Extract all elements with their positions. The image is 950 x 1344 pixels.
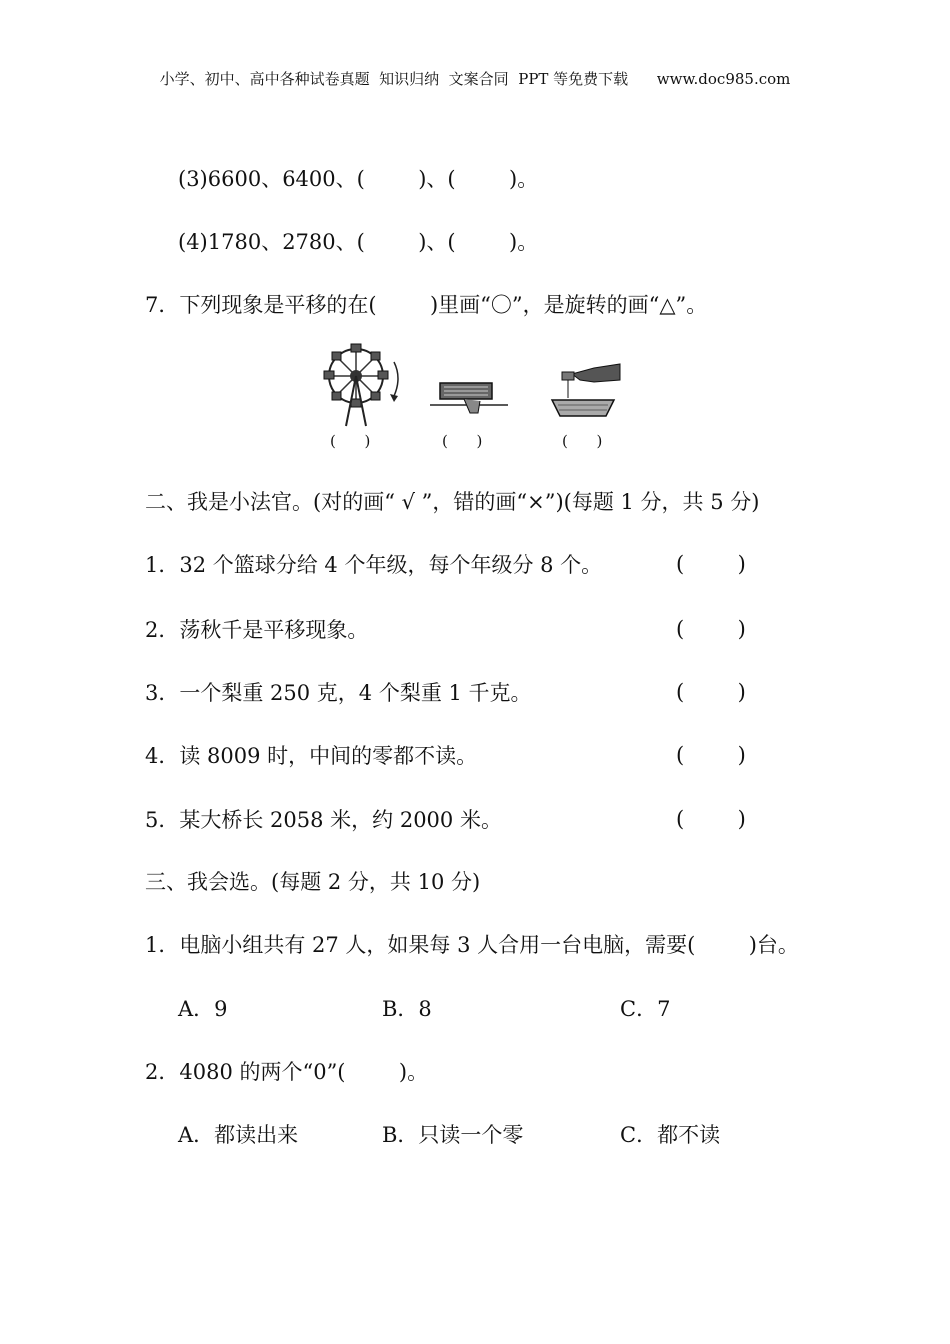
question-6-4: (4)1780、2780、( )、( )。 — [178, 230, 539, 254]
question-6-3: (3)6600、6400、( )、( )。 — [178, 167, 539, 191]
choice-2-option-b: B．只读一个零 — [382, 1123, 524, 1147]
faucet-basin-icon — [550, 360, 628, 422]
choice-1-option-a: A．9 — [178, 997, 228, 1021]
choice-2-option-a: A．都读出来 — [178, 1123, 299, 1147]
judge-blank-1: ( ) — [676, 552, 746, 576]
section-3-title: 三、我会选。(每题 2 分，共 10 分) — [145, 870, 481, 894]
choice-2-option-c: C．都不读 — [620, 1123, 721, 1147]
question-7: 7．下列现象是平移的在( )里画“〇”，是旋转的画“△”。 — [145, 293, 708, 317]
judge-item-2: 2．荡秋千是平移现象。 — [145, 618, 369, 642]
judge-blank-3: ( ) — [676, 680, 746, 704]
judge-blank-4: ( ) — [676, 743, 746, 767]
judge-item-5: 5．某大桥长 2058 米，约 2000 米。 — [145, 808, 502, 832]
judge-item-1: 1．32 个篮球分给 4 个年级，每个年级分 8 个。 — [145, 553, 603, 577]
judge-item-4: 4．读 8009 时，中间的零都不读。 — [145, 744, 478, 768]
choice-1-option-b: B．8 — [382, 997, 432, 1021]
ferris-wheel-icon — [312, 338, 408, 430]
judge-item-3: 3．一个梨重 250 克，4 个梨重 1 千克。 — [145, 681, 532, 705]
choice-question-1: 1．电脑小组共有 27 人，如果每 3 人合用一台电脑，需要( )台。 — [145, 933, 799, 957]
judge-blank-2: ( ) — [676, 617, 746, 641]
page-header: 小学、初中、高中各种试卷真题 知识归纳 文案合同 PPT 等免费下载 www.doc985.com — [159, 70, 791, 88]
section-2-title: 二、我是小法官。(对的画“ √ ”，错的画“×”)(每题 1 分，共 5 分) — [145, 490, 760, 514]
image-answer-bracket-3: ( ) — [562, 432, 603, 450]
choice-question-2: 2．4080 的两个“0”( )。 — [145, 1060, 429, 1084]
image-answer-bracket-1: ( ) — [330, 432, 371, 450]
image-answer-bracket-2: ( ) — [442, 432, 483, 450]
judge-blank-5: ( ) — [676, 807, 746, 831]
choice-1-option-c: C．7 — [620, 997, 671, 1021]
window-slide-icon — [430, 375, 510, 419]
